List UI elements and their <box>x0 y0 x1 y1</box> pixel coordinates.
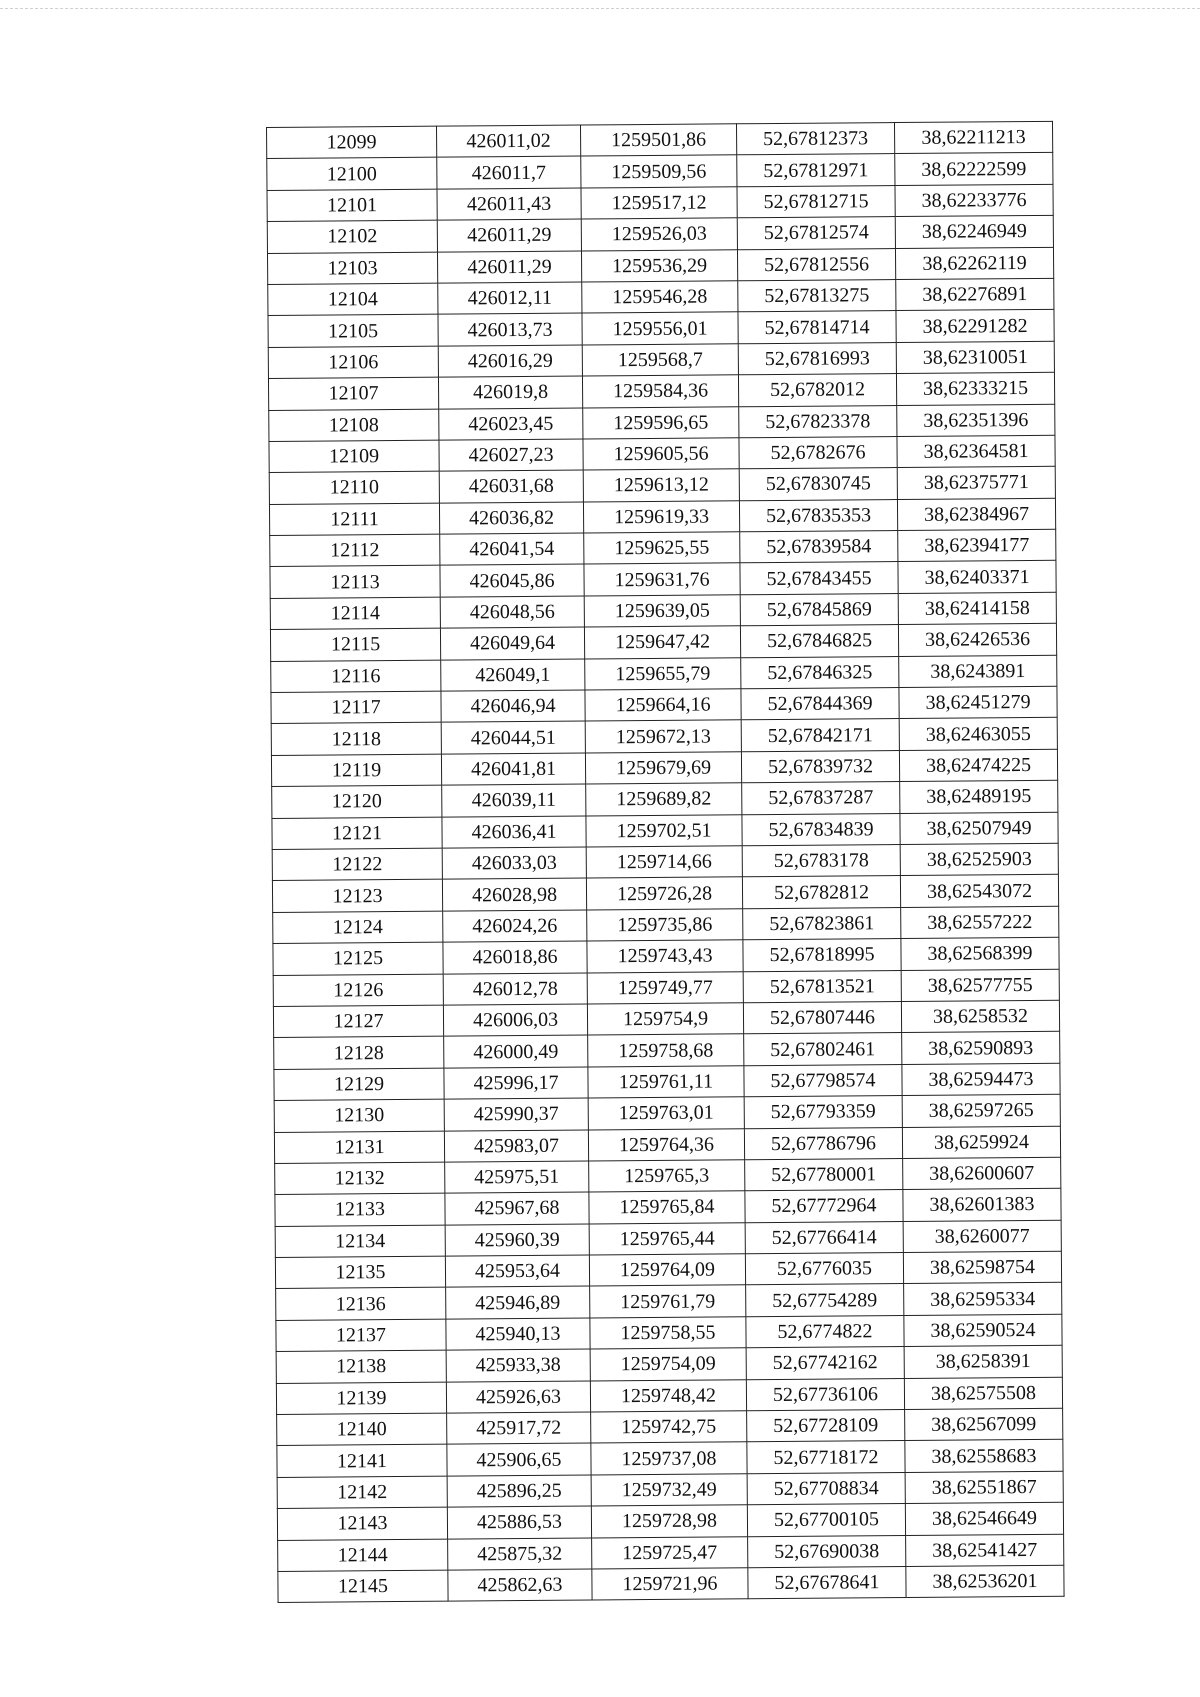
y-coordinate-cell: 1259763,01 <box>588 1097 744 1130</box>
y-coordinate-cell: 1259754,09 <box>590 1348 746 1381</box>
y-coordinate-cell: 1259672,13 <box>585 720 741 753</box>
y-coordinate-cell: 1259765,44 <box>589 1222 745 1255</box>
x-coordinate-cell: 426011,43 <box>437 188 581 221</box>
point-number-cell: 12106 <box>268 346 438 379</box>
latitude-cell: 52,67842171 <box>741 719 899 752</box>
y-coordinate-cell: 1259605,56 <box>583 438 739 471</box>
latitude-cell: 52,6776035 <box>745 1253 903 1286</box>
point-number-cell: 12111 <box>269 503 439 536</box>
point-number-cell: 12133 <box>275 1193 445 1226</box>
point-number-cell: 12121 <box>272 817 442 850</box>
x-coordinate-cell: 425983,07 <box>444 1129 588 1162</box>
x-coordinate-cell: 426044,51 <box>441 721 585 754</box>
x-coordinate-cell: 425967,68 <box>445 1192 589 1225</box>
x-coordinate-cell: 426045,86 <box>440 564 584 597</box>
latitude-cell: 52,67807446 <box>743 1001 901 1034</box>
point-number-cell: 12120 <box>272 785 442 818</box>
point-number-cell: 12110 <box>269 471 439 504</box>
latitude-cell: 52,67766414 <box>745 1221 903 1254</box>
longitude-cell: 38,62222599 <box>895 153 1053 186</box>
x-coordinate-cell: 425960,39 <box>445 1224 589 1257</box>
x-coordinate-cell: 426000,49 <box>444 1035 588 1068</box>
longitude-cell: 38,62567099 <box>905 1408 1063 1441</box>
x-coordinate-cell: 426041,81 <box>441 753 585 786</box>
latitude-cell: 52,67812574 <box>737 217 895 250</box>
x-coordinate-cell: 426019,8 <box>438 376 582 409</box>
y-coordinate-cell: 1259749,77 <box>587 971 743 1004</box>
latitude-cell: 52,67846325 <box>741 656 899 689</box>
x-coordinate-cell: 426012,78 <box>443 973 587 1006</box>
longitude-cell: 38,62595334 <box>904 1283 1062 1316</box>
point-number-cell: 12137 <box>276 1319 446 1352</box>
point-number-cell: 12130 <box>274 1099 444 1132</box>
latitude-cell: 52,67700105 <box>747 1504 905 1537</box>
longitude-cell: 38,62463055 <box>899 718 1057 751</box>
y-coordinate-cell: 1259721,96 <box>592 1568 748 1601</box>
longitude-cell: 38,6258532 <box>901 1000 1059 1033</box>
x-coordinate-cell: 426041,54 <box>440 533 584 566</box>
point-number-cell: 12119 <box>271 754 441 787</box>
latitude-cell: 52,67823378 <box>739 405 897 438</box>
y-coordinate-cell: 1259765,84 <box>589 1191 745 1224</box>
latitude-cell: 52,67830745 <box>739 468 897 501</box>
x-coordinate-cell: 425996,17 <box>444 1067 588 1100</box>
latitude-cell: 52,67839584 <box>740 531 898 564</box>
x-coordinate-cell: 426018,86 <box>443 941 587 974</box>
longitude-cell: 38,62541427 <box>906 1534 1064 1567</box>
longitude-cell: 38,62590893 <box>902 1032 1060 1065</box>
x-coordinate-cell: 426036,41 <box>442 816 586 849</box>
point-number-cell: 12123 <box>272 880 442 913</box>
y-coordinate-cell: 1259725,47 <box>592 1536 748 1569</box>
x-coordinate-cell: 426023,45 <box>439 408 583 441</box>
point-number-cell: 12103 <box>267 252 437 285</box>
scan-top-edge <box>0 8 1200 9</box>
y-coordinate-cell: 1259517,12 <box>581 187 737 220</box>
point-number-cell: 12107 <box>268 377 438 410</box>
point-number-cell: 12145 <box>278 1570 448 1603</box>
latitude-cell: 52,67843455 <box>740 562 898 595</box>
table-row <box>278 1565 1064 1603</box>
y-coordinate-cell: 1259526,03 <box>581 218 737 251</box>
x-coordinate-cell: 426011,02 <box>436 125 580 158</box>
latitude-cell: 52,67728109 <box>747 1410 905 1443</box>
y-coordinate-cell: 1259728,98 <box>591 1505 747 1538</box>
longitude-cell: 38,62525903 <box>900 843 1058 876</box>
longitude-cell: 38,62262119 <box>895 247 1053 280</box>
y-coordinate-cell: 1259735,86 <box>587 909 743 942</box>
y-coordinate-cell: 1259758,68 <box>588 1034 744 1067</box>
x-coordinate-cell: 425917,72 <box>447 1412 591 1445</box>
point-number-cell: 12101 <box>267 189 437 222</box>
point-number-cell: 12136 <box>276 1288 446 1321</box>
y-coordinate-cell: 1259758,55 <box>590 1317 746 1350</box>
point-number-cell: 12108 <box>269 409 439 442</box>
coordinates-table <box>266 121 1065 1603</box>
x-coordinate-cell: 425896,25 <box>447 1475 591 1508</box>
y-coordinate-cell: 1259501,86 <box>580 124 736 157</box>
longitude-cell: 38,62507949 <box>900 812 1058 845</box>
x-coordinate-cell: 425906,65 <box>447 1443 591 1476</box>
x-coordinate-cell: 426024,26 <box>443 910 587 943</box>
y-coordinate-cell: 1259761,79 <box>590 1285 746 1318</box>
x-coordinate-cell: 426036,82 <box>439 502 583 535</box>
x-coordinate-cell: 425933,38 <box>446 1349 590 1382</box>
latitude-cell: 52,67780001 <box>745 1158 903 1191</box>
longitude-cell: 38,6259924 <box>902 1126 1060 1159</box>
latitude-cell: 52,67812971 <box>737 154 895 187</box>
y-coordinate-cell: 1259556,01 <box>582 312 738 345</box>
longitude-cell: 38,62558683 <box>905 1440 1063 1473</box>
point-number-cell: 12113 <box>270 566 440 599</box>
y-coordinate-cell: 1259664,16 <box>585 689 741 722</box>
x-coordinate-cell: 425862,63 <box>448 1569 592 1602</box>
x-coordinate-cell: 426039,11 <box>442 784 586 817</box>
longitude-cell: 38,62543072 <box>900 875 1058 908</box>
x-coordinate-cell: 426006,03 <box>443 1004 587 1037</box>
longitude-cell: 38,62575508 <box>904 1377 1062 1410</box>
point-number-cell: 12102 <box>267 220 437 253</box>
x-coordinate-cell: 426033,03 <box>442 847 586 880</box>
latitude-cell: 52,67786796 <box>744 1127 902 1160</box>
longitude-cell: 38,62474225 <box>899 749 1057 782</box>
x-coordinate-cell: 426011,29 <box>437 251 581 284</box>
point-number-cell: 12117 <box>271 691 441 724</box>
x-coordinate-cell: 426028,98 <box>442 878 586 911</box>
point-number-cell: 12104 <box>268 283 438 316</box>
longitude-cell: 38,62426536 <box>898 624 1056 657</box>
latitude-cell: 52,6782676 <box>739 436 897 469</box>
y-coordinate-cell: 1259584,36 <box>582 375 738 408</box>
y-coordinate-cell: 1259568,7 <box>582 344 738 377</box>
point-number-cell: 12141 <box>277 1445 447 1478</box>
y-coordinate-cell: 1259764,09 <box>589 1254 745 1287</box>
latitude-cell: 52,67708834 <box>747 1472 905 1505</box>
y-coordinate-cell: 1259732,49 <box>591 1474 747 1507</box>
longitude-cell: 38,62557222 <box>901 906 1059 939</box>
y-coordinate-cell: 1259748,42 <box>590 1379 746 1412</box>
latitude-cell: 52,67678641 <box>748 1566 906 1599</box>
longitude-cell: 38,62384967 <box>897 498 1055 531</box>
longitude-cell: 38,62333215 <box>896 372 1054 405</box>
point-number-cell: 12099 <box>267 126 437 159</box>
point-number-cell: 12134 <box>275 1225 445 1258</box>
longitude-cell: 38,62551867 <box>905 1471 1063 1504</box>
longitude-cell: 38,62451279 <box>899 686 1057 719</box>
x-coordinate-cell: 425975,51 <box>445 1161 589 1194</box>
y-coordinate-cell: 1259702,51 <box>586 814 742 847</box>
latitude-cell: 52,67812373 <box>736 123 894 156</box>
latitude-cell: 52,67818995 <box>743 939 901 972</box>
y-coordinate-cell: 1259625,55 <box>584 532 740 565</box>
latitude-cell: 52,67846825 <box>740 625 898 658</box>
latitude-cell: 52,67798574 <box>744 1064 902 1097</box>
latitude-cell: 52,67839732 <box>741 750 899 783</box>
latitude-cell: 52,6782812 <box>742 876 900 909</box>
latitude-cell: 52,67772964 <box>745 1190 903 1223</box>
point-number-cell: 12122 <box>272 848 442 881</box>
y-coordinate-cell: 1259509,56 <box>581 155 737 188</box>
point-number-cell: 12139 <box>276 1382 446 1415</box>
x-coordinate-cell: 426012,11 <box>438 282 582 315</box>
point-number-cell: 12125 <box>273 942 443 975</box>
latitude-cell: 52,67793359 <box>744 1096 902 1129</box>
point-number-cell: 12114 <box>270 597 440 630</box>
x-coordinate-cell: 426011,7 <box>437 156 581 189</box>
longitude-cell: 38,62601383 <box>903 1189 1061 1222</box>
longitude-cell: 38,62577755 <box>901 969 1059 1002</box>
point-number-cell: 12140 <box>277 1413 447 1446</box>
point-number-cell: 12131 <box>274 1131 444 1164</box>
latitude-cell: 52,67823861 <box>743 907 901 940</box>
y-coordinate-cell: 1259764,36 <box>588 1128 744 1161</box>
y-coordinate-cell: 1259655,79 <box>585 657 741 690</box>
latitude-cell: 52,67736106 <box>746 1378 904 1411</box>
longitude-cell: 38,62233776 <box>895 184 1053 217</box>
coordinates-table-body <box>267 121 1065 1602</box>
longitude-cell: 38,62211213 <box>894 121 1052 154</box>
x-coordinate-cell: 426048,56 <box>440 596 584 629</box>
longitude-cell: 38,6260077 <box>903 1220 1061 1253</box>
longitude-cell: 38,6243891 <box>899 655 1057 688</box>
y-coordinate-cell: 1259689,82 <box>586 783 742 816</box>
point-number-cell: 12144 <box>278 1539 448 1572</box>
y-coordinate-cell: 1259647,42 <box>584 626 740 659</box>
latitude-cell: 52,67812556 <box>737 248 895 281</box>
longitude-cell: 38,62590524 <box>904 1314 1062 1347</box>
x-coordinate-cell: 426031,68 <box>439 470 583 503</box>
longitude-cell: 38,62546649 <box>905 1502 1063 1535</box>
y-coordinate-cell: 1259761,11 <box>588 1065 744 1098</box>
longitude-cell: 38,62414158 <box>898 592 1056 625</box>
point-number-cell: 12100 <box>267 158 437 191</box>
longitude-cell: 38,62375771 <box>897 467 1055 500</box>
longitude-cell: 38,62291282 <box>896 310 1054 343</box>
latitude-cell: 52,67754289 <box>746 1284 904 1317</box>
latitude-cell: 52,67835353 <box>739 499 897 532</box>
point-number-cell: 12115 <box>270 628 440 661</box>
longitude-cell: 38,62598754 <box>903 1251 1061 1284</box>
y-coordinate-cell: 1259631,76 <box>584 563 740 596</box>
x-coordinate-cell: 426049,1 <box>441 659 585 692</box>
point-number-cell: 12129 <box>274 1068 444 1101</box>
latitude-cell: 52,67690038 <box>748 1535 906 1568</box>
y-coordinate-cell: 1259613,12 <box>583 469 739 502</box>
longitude-cell: 38,62568399 <box>901 937 1059 970</box>
longitude-cell: 38,62394177 <box>898 529 1056 562</box>
point-number-cell: 12116 <box>271 660 441 693</box>
y-coordinate-cell: 1259765,3 <box>589 1160 745 1193</box>
latitude-cell: 52,67813521 <box>743 970 901 1003</box>
y-coordinate-cell: 1259546,28 <box>582 281 738 314</box>
point-number-cell: 12143 <box>277 1507 447 1540</box>
latitude-cell: 52,6782012 <box>738 374 896 407</box>
point-number-cell: 12118 <box>271 723 441 756</box>
point-number-cell: 12109 <box>269 440 439 473</box>
x-coordinate-cell: 426016,29 <box>438 345 582 378</box>
latitude-cell: 52,67845869 <box>740 593 898 626</box>
y-coordinate-cell: 1259714,66 <box>586 846 742 879</box>
y-coordinate-cell: 1259596,65 <box>583 406 739 439</box>
x-coordinate-cell: 426046,94 <box>441 690 585 723</box>
latitude-cell: 52,67742162 <box>746 1347 904 1380</box>
y-coordinate-cell: 1259619,33 <box>583 500 739 533</box>
y-coordinate-cell: 1259536,29 <box>581 249 737 282</box>
point-number-cell: 12124 <box>273 911 443 944</box>
point-number-cell: 12128 <box>274 1036 444 1069</box>
x-coordinate-cell: 425953,64 <box>445 1255 589 1288</box>
point-number-cell: 12138 <box>276 1350 446 1383</box>
longitude-cell: 38,62536201 <box>906 1565 1064 1598</box>
y-coordinate-cell: 1259737,08 <box>591 1442 747 1475</box>
latitude-cell: 52,67814714 <box>738 311 896 344</box>
longitude-cell: 38,62489195 <box>900 781 1058 814</box>
latitude-cell: 52,67844369 <box>741 688 899 721</box>
y-coordinate-cell: 1259743,43 <box>587 940 743 973</box>
longitude-cell: 38,62600607 <box>903 1157 1061 1190</box>
latitude-cell: 52,67813275 <box>738 280 896 313</box>
x-coordinate-cell: 426013,73 <box>438 313 582 346</box>
latitude-cell: 52,6783178 <box>742 845 900 878</box>
point-number-cell: 12142 <box>277 1476 447 1509</box>
x-coordinate-cell: 426049,64 <box>440 627 584 660</box>
x-coordinate-cell: 425940,13 <box>446 1318 590 1351</box>
point-number-cell: 12105 <box>268 314 438 347</box>
y-coordinate-cell: 1259726,28 <box>586 877 742 910</box>
latitude-cell: 52,67837287 <box>742 782 900 815</box>
latitude-cell: 52,67834839 <box>742 813 900 846</box>
longitude-cell: 38,62364581 <box>897 435 1055 468</box>
point-number-cell: 12135 <box>275 1256 445 1289</box>
latitude-cell: 52,67816993 <box>738 342 896 375</box>
x-coordinate-cell: 426011,29 <box>437 219 581 252</box>
y-coordinate-cell: 1259754,9 <box>587 1003 743 1036</box>
point-number-cell: 12126 <box>273 974 443 1007</box>
latitude-cell: 52,67812715 <box>737 185 895 218</box>
longitude-cell: 38,62310051 <box>896 341 1054 374</box>
y-coordinate-cell: 1259639,05 <box>584 595 740 628</box>
longitude-cell: 38,62597265 <box>902 1094 1060 1127</box>
y-coordinate-cell: 1259742,75 <box>591 1411 747 1444</box>
x-coordinate-cell: 425886,53 <box>447 1506 591 1539</box>
longitude-cell: 38,62351396 <box>897 404 1055 437</box>
latitude-cell: 52,67802461 <box>744 1033 902 1066</box>
longitude-cell: 38,62594473 <box>902 1063 1060 1096</box>
longitude-cell: 38,62403371 <box>898 561 1056 594</box>
latitude-cell: 52,67718172 <box>747 1441 905 1474</box>
longitude-cell: 38,62276891 <box>896 278 1054 311</box>
x-coordinate-cell: 426027,23 <box>439 439 583 472</box>
y-coordinate-cell: 1259679,69 <box>585 752 741 785</box>
longitude-cell: 38,62246949 <box>895 215 1053 248</box>
x-coordinate-cell: 425946,89 <box>446 1286 590 1319</box>
point-number-cell: 12112 <box>270 534 440 567</box>
point-number-cell: 12132 <box>275 1162 445 1195</box>
x-coordinate-cell: 425926,63 <box>446 1381 590 1414</box>
longitude-cell: 38,6258391 <box>904 1346 1062 1379</box>
x-coordinate-cell: 425875,32 <box>448 1538 592 1571</box>
point-number-cell: 12127 <box>273 1005 443 1038</box>
latitude-cell: 52,6774822 <box>746 1315 904 1348</box>
x-coordinate-cell: 425990,37 <box>444 1098 588 1131</box>
